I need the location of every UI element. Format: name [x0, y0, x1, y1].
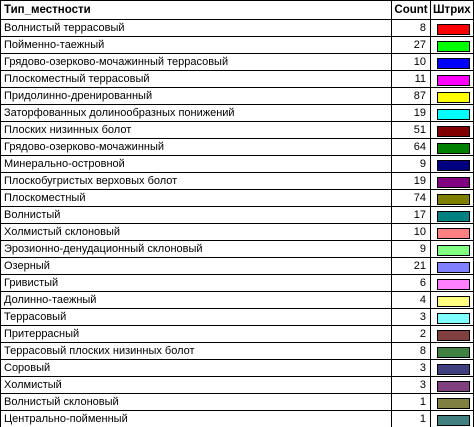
count-cell: 11 [392, 71, 431, 88]
table-row[interactable] [1, 394, 474, 411]
terrain-type-cell: Грядово-озерково-мочажинный террасовый [1, 54, 392, 71]
terrain-type-cell: Долинно-таежный [1, 292, 392, 309]
hatch-color-swatch [437, 296, 470, 307]
terrain-type-cell: Эрозионно-денудационный склоновый [1, 241, 392, 258]
hatch-color-swatch [437, 279, 470, 290]
count-cell: 27 [392, 37, 431, 54]
table-row[interactable] [1, 360, 474, 377]
hatch-cell [431, 343, 474, 360]
count-cell: 1 [392, 411, 431, 427]
table-row[interactable] [1, 139, 474, 156]
terrain-type-cell: Притеррасный [1, 326, 392, 343]
count-cell: 3 [392, 377, 431, 394]
hatch-color-swatch [437, 245, 470, 256]
count-cell: 4 [392, 292, 431, 309]
table-row[interactable] [1, 377, 474, 394]
hatch-color-swatch [437, 347, 470, 358]
terrain-type-cell: Холмистый склоновый [1, 224, 392, 241]
count-cell: 74 [392, 190, 431, 207]
hatch-color-swatch [437, 364, 470, 375]
terrain-type-cell: Террасовый [1, 309, 392, 326]
table-row[interactable] [1, 258, 474, 275]
hatch-cell [431, 241, 474, 258]
hatch-cell [431, 360, 474, 377]
terrain-type-cell: Волнистый [1, 207, 392, 224]
hatch-cell [431, 37, 474, 54]
table-body [1, 20, 474, 427]
terrain-type-cell: Холмистый [1, 377, 392, 394]
hatch-cell [431, 326, 474, 343]
terrain-type-cell: Гривистый [1, 275, 392, 292]
hatch-cell [431, 394, 474, 411]
count-cell: 9 [392, 156, 431, 173]
hatch-color-swatch [437, 415, 470, 426]
table-row[interactable] [1, 190, 474, 207]
hatch-color-swatch [437, 143, 470, 154]
terrain-type-cell: Плоскоместный [1, 190, 392, 207]
table-row[interactable] [1, 122, 474, 139]
count-cell: 3 [392, 309, 431, 326]
terrain-type-cell: Центрально-пойменный [1, 411, 392, 427]
hatch-cell [431, 275, 474, 292]
terrain-type-cell: Волнистый террасовый [1, 20, 392, 37]
terrain-type-cell: Плоскоместный террасовый [1, 71, 392, 88]
terrain-type-cell: Плоскобугристых верховых болот [1, 173, 392, 190]
table-row[interactable] [1, 309, 474, 326]
table-row[interactable] [1, 37, 474, 54]
hatch-cell [431, 54, 474, 71]
hatch-color-swatch [437, 75, 470, 86]
hatch-color-swatch [437, 177, 470, 188]
hatch-color-swatch [437, 211, 470, 222]
count-cell: 87 [392, 88, 431, 105]
hatch-cell [431, 105, 474, 122]
terrain-type-cell: Грядово-озерково-мочажинный [1, 139, 392, 156]
count-cell: 8 [392, 20, 431, 37]
table-row[interactable] [1, 241, 474, 258]
table-row[interactable] [1, 326, 474, 343]
hatch-color-swatch [437, 58, 470, 69]
terrain-type-cell: Придолинно-дренированный [1, 88, 392, 105]
count-cell: 1 [392, 394, 431, 411]
hatch-color-swatch [437, 92, 470, 103]
hatch-color-swatch [437, 381, 470, 392]
hatch-cell [431, 258, 474, 275]
hatch-color-swatch [437, 41, 470, 52]
table-row[interactable] [1, 292, 474, 309]
table-row[interactable] [1, 20, 474, 37]
table-row[interactable] [1, 156, 474, 173]
count-cell: 10 [392, 54, 431, 71]
hatch-cell [431, 71, 474, 88]
hatch-cell [431, 411, 474, 427]
hatch-color-swatch [437, 109, 470, 120]
count-cell: 19 [392, 105, 431, 122]
hatch-cell [431, 207, 474, 224]
hatch-cell [431, 309, 474, 326]
table-row[interactable] [1, 207, 474, 224]
table-row[interactable] [1, 224, 474, 241]
table-row[interactable] [1, 411, 474, 427]
hatch-cell [431, 224, 474, 241]
count-cell: 8 [392, 343, 431, 360]
hatch-color-swatch [437, 160, 470, 171]
column-header-terrain-type[interactable]: Тип_местности [1, 1, 392, 20]
hatch-cell [431, 377, 474, 394]
hatch-cell [431, 88, 474, 105]
terrain-type-cell: Волнистый склоновый [1, 394, 392, 411]
table-row[interactable] [1, 275, 474, 292]
hatch-color-swatch [437, 194, 470, 205]
terrain-type-cell: Соровый [1, 360, 392, 377]
terrain-type-cell: Заторфованных долинообразных понижений [1, 105, 392, 122]
hatch-color-swatch [437, 398, 470, 409]
column-header-count[interactable]: Count [392, 1, 431, 20]
column-header-hatch[interactable]: Штрих [431, 1, 474, 20]
hatch-cell [431, 292, 474, 309]
table-row[interactable] [1, 54, 474, 71]
hatch-color-swatch [437, 228, 470, 239]
hatch-cell [431, 20, 474, 37]
count-cell: 17 [392, 207, 431, 224]
count-cell: 3 [392, 360, 431, 377]
terrain-type-cell: Плоских низинных болот [1, 122, 392, 139]
count-cell: 51 [392, 122, 431, 139]
table-row[interactable] [1, 88, 474, 105]
table-header-row [1, 1, 474, 20]
table-row[interactable] [1, 105, 474, 122]
hatch-cell [431, 190, 474, 207]
hatch-cell [431, 139, 474, 156]
hatch-color-swatch [437, 262, 470, 273]
count-cell: 21 [392, 258, 431, 275]
count-cell: 9 [392, 241, 431, 258]
hatch-cell [431, 122, 474, 139]
count-cell: 19 [392, 173, 431, 190]
terrain-type-cell: Минерально-островной [1, 156, 392, 173]
count-cell: 10 [392, 224, 431, 241]
terrain-type-cell: Озерный [1, 258, 392, 275]
table-row[interactable] [1, 343, 474, 360]
table-row[interactable] [1, 71, 474, 88]
terrain-type-cell: Террасовый плоских низинных болот [1, 343, 392, 360]
terrain-type-cell: Пойменно-таежный [1, 37, 392, 54]
table-row[interactable] [1, 173, 474, 190]
hatch-color-swatch [437, 126, 470, 137]
count-cell: 6 [392, 275, 431, 292]
hatch-color-swatch [437, 330, 470, 341]
count-cell: 64 [392, 139, 431, 156]
hatch-color-swatch [437, 24, 470, 35]
hatch-cell [431, 173, 474, 190]
hatch-cell [431, 156, 474, 173]
count-cell: 2 [392, 326, 431, 343]
hatch-color-swatch [437, 313, 470, 324]
